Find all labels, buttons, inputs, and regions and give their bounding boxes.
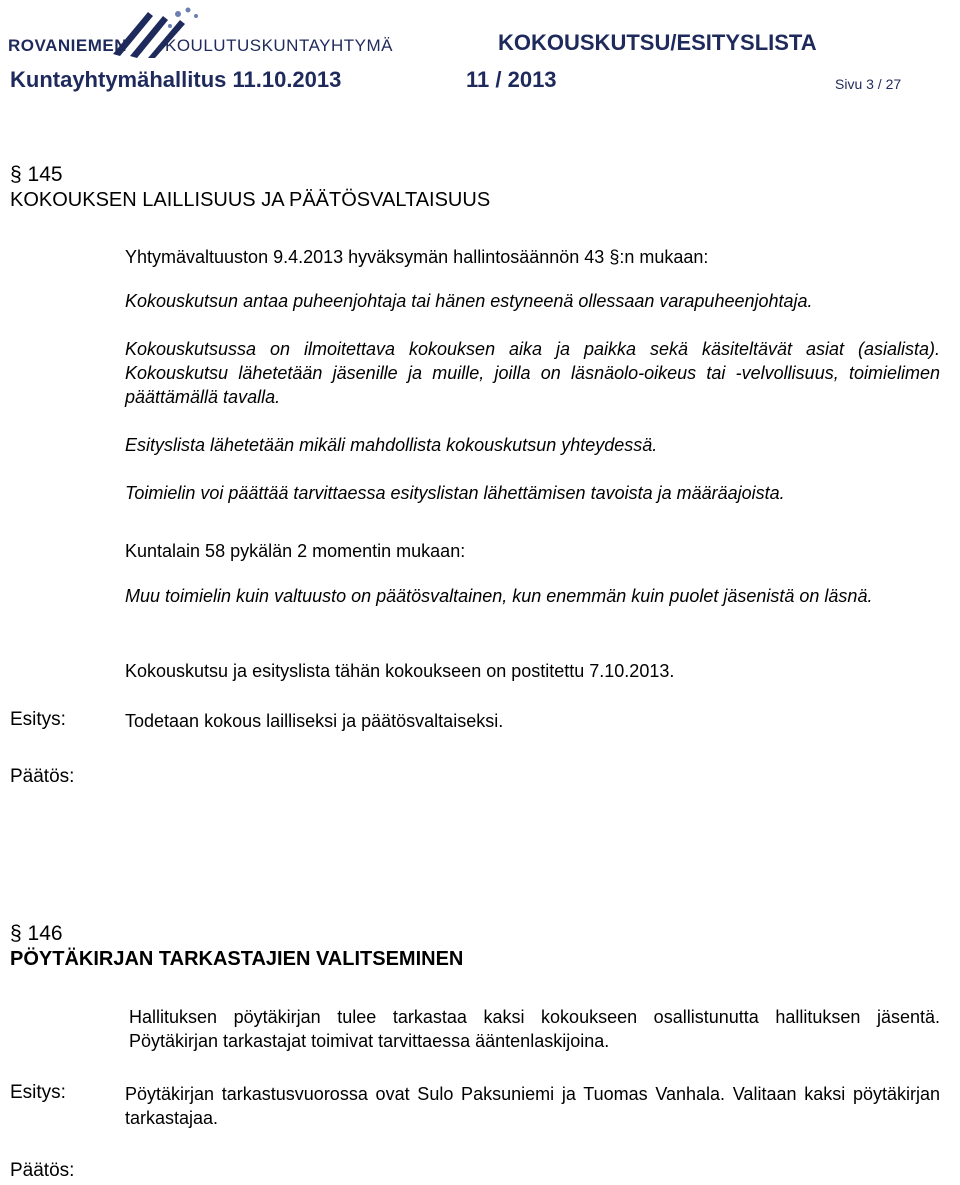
logo-text-rovaniemen: ROVANIEMEN xyxy=(8,36,127,55)
section-145-paragraph-4: Esityslista lähetetään mikäli mahdollista kokouskutsun yhteydessä. xyxy=(125,435,658,455)
section-146-paragraph-1: Hallituksen pöytäkirjan tulee tarkastaa kaksi kokoukseen osallistunutta hallituksen jäsentä. Pöytäkirjan tarkastajat toimivat tarvittaessa ääntenlaskijoina. xyxy=(129,1007,940,1051)
organization-logo xyxy=(8,6,394,58)
section-145-title: KOKOUKSEN LAILLISUUS JA PÄÄTÖSVALTAISUUS xyxy=(10,189,491,211)
section-145-paragraph-1: Yhtymävaltuuston 9.4.2013 hyväksymän hallintosäännön 43 §:n mukaan: xyxy=(125,247,709,267)
section-145-esitys-text: Todetaan kokous lailliseksi ja päätösvaltaiseksi. xyxy=(125,711,504,731)
section-146-paatos-label: Päätös: xyxy=(10,1160,75,1181)
issue-number: 11 / 2013 xyxy=(466,67,557,92)
section-145-paragraph-3: Kokouskutsussa on ilmoitettava kokouksen aika ja paikka sekä käsiteltävät asiat (asialista). Kokouskutsu lähetetään jäsenille ja muille, joilla on läsnäolo-oikeus tai -velvollisuus, toimielimen päättämällä tavalla. xyxy=(125,339,940,407)
document-type-title: KOKOUSKUTSU/ESITYSLISTA xyxy=(498,30,817,55)
logo-text-koulutuskuntayhtyma: KOULUTUSKUNTAYHTYMÄ xyxy=(165,36,394,55)
page-number: Sivu 3 / 27 xyxy=(835,76,902,92)
board-and-date: Kuntayhtymähallitus 11.10.2013 xyxy=(10,67,342,92)
section-145-esitys-label: Esitys: xyxy=(10,709,66,730)
section-145-paragraph-2: Kokouskutsun antaa puheenjohtaja tai hänen estyneenä ollessaan varapuheenjohtaja. xyxy=(125,291,813,311)
section-145-paatos-label: Päätös: xyxy=(10,766,75,787)
section-145-paragraph-7: Muu toimielin kuin valtuusto on päätösvaltainen, kun enemmän kuin puolet jäsenistä on läsnä. xyxy=(125,586,873,606)
section-146-esitys-label: Esitys: xyxy=(10,1082,66,1103)
section-146-number: § 146 xyxy=(10,922,63,945)
section-145-paragraph-6: Kuntalain 58 pykälän 2 momentin mukaan: xyxy=(125,541,466,561)
section-145-paragraph-8: Kokouskutsu ja esityslista tähän kokoukseen on postitettu 7.10.2013. xyxy=(125,661,675,681)
section-145-paragraph-5: Toimielin voi päättää tarvittaessa esityslistan lähettämisen tavoista ja määräajoista. xyxy=(125,483,785,503)
section-146-title: PÖYTÄKIRJAN TARKASTAJIEN VALITSEMINEN xyxy=(10,948,464,970)
section-146-esitys-text: Pöytäkirjan tarkastusvuorossa ovat Sulo Paksuniemi ja Tuomas Vanhala. Valitaan kaksi pöytäkirjan tarkastajaa. xyxy=(125,1084,940,1128)
section-145-number: § 145 xyxy=(10,163,63,186)
